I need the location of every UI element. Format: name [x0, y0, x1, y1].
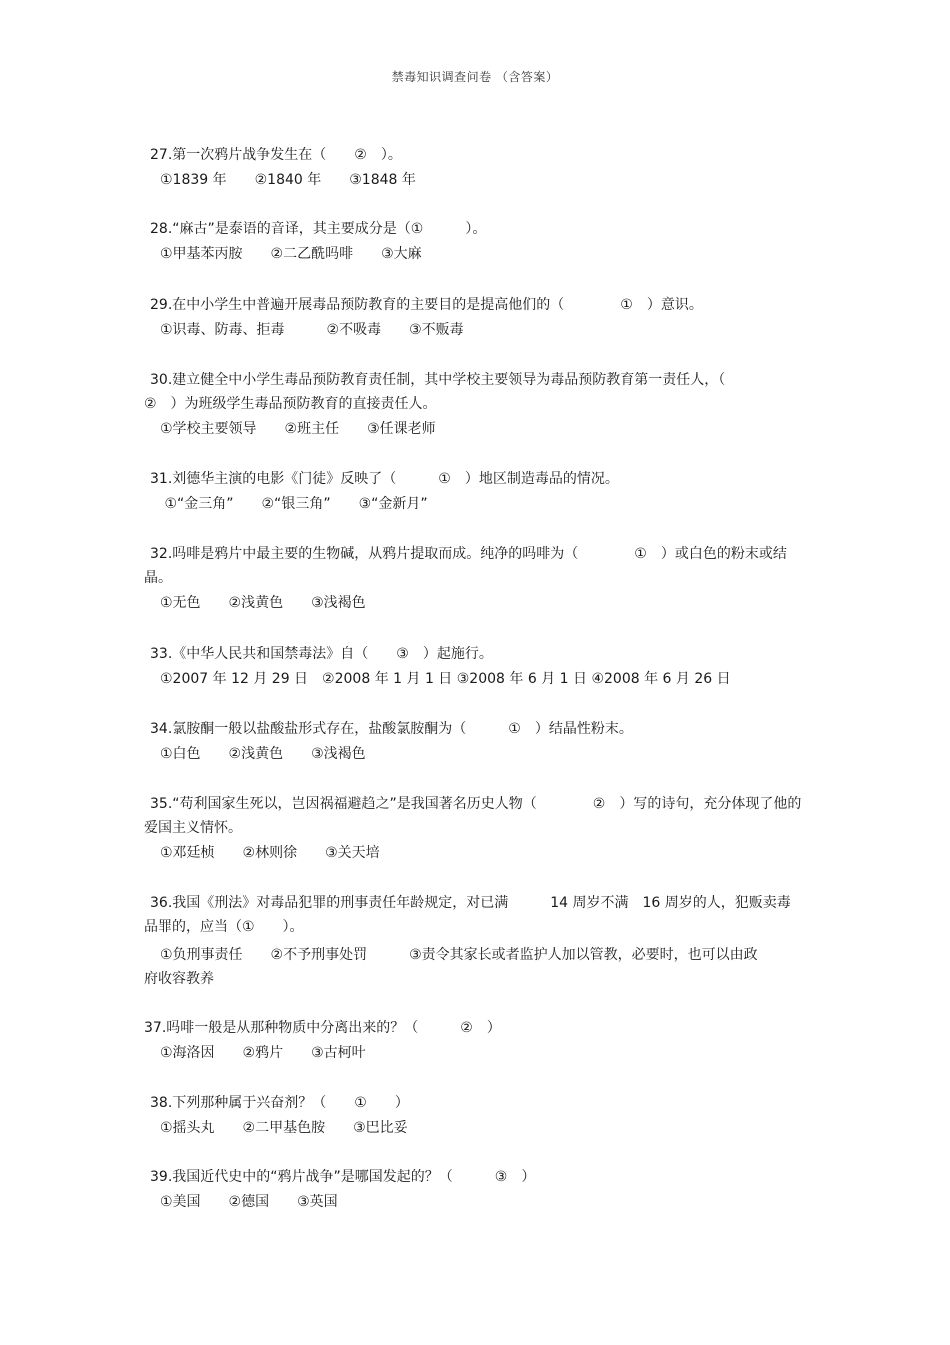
question-stem: 33.《中华人民共和国禁毒法》自（ ③ ）起施行。 [150, 646, 493, 662]
question-31 [144, 467, 804, 516]
question-29 [144, 293, 804, 342]
question-options: ①邓廷桢 ②林则徐 ③关天培 [160, 845, 380, 861]
question-stem: 39.我国近代史中的“鸦片战争”是哪国发起的？（ ③ ） [150, 1169, 536, 1185]
question-stem: 29.在中小学生中普遍开展毒品预防教育的主要目的是提高他们的（ ① ）意识。 [150, 297, 703, 313]
question-options: ①1839 年 ②1840 年 ③1848 年 [160, 172, 416, 188]
question-stem: 37.吗啡一般是从那种物质中分离出来的？（ ② ） [144, 1020, 501, 1036]
question-options: ①海洛因 ②鸦片 ③古柯叶 [160, 1045, 366, 1061]
question-stem: 31.刘德华主演的电影《门徒》反映了（ ① ）地区制造毒品的情况。 [150, 471, 619, 487]
question-stem: 32.吗啡是鸦片中最主要的生物碱，从鸦片提取而成。纯净的吗啡为（ ① ）或白色的粉末或结晶。 [144, 546, 787, 586]
question-27 [144, 143, 804, 192]
question-30 [144, 368, 740, 441]
question-options: ①学校主要领导 ②班主任 ③任课老师 [160, 421, 436, 437]
question-stem: 35.“苟利国家生死以，岂因祸福避趋之”是我国著名历史人物（ ② ）写的诗句，充分体现了他的爱国主义情怀。 [144, 796, 802, 836]
question-options: ①甲基苯丙胺 ②二乙酰吗啡 ③大麻 [160, 246, 422, 262]
question-28 [144, 217, 804, 266]
page-header: 禁毒知识调查问卷 （含答案） [391, 70, 559, 84]
question-options: ①识毒、防毒、拒毒 ②不吸毒 ③不贩毒 [160, 322, 464, 338]
question-33 [144, 642, 804, 691]
question-options: ①美国 ②德国 ③英国 [160, 1194, 338, 1210]
question-options: ①摇头丸 ②二甲基色胺 ③巴比妥 [160, 1120, 408, 1136]
question-34 [144, 717, 804, 766]
question-options: ①2007 年 12 月 29 日 ②2008 年 1 月 1 日 ③2008 年 6 月 1 日 ④2008 年 6 月 26 日 [160, 671, 731, 687]
question-stem: 30.建立健全中小学生毒品预防教育责任制，其中学校主要领导为毒品预防教育第一责任人，（ ② ）为班级学生毒品预防教育的直接责任人。 [144, 372, 740, 412]
question-options: ①白色 ②浅黄色 ③浅褐色 [160, 746, 366, 762]
question-32 [144, 542, 804, 615]
question-stem: 34.氯胺酮一般以盐酸盐形式存在，盐酸氯胺酮为（ ① ）结晶性粉末。 [150, 721, 633, 737]
question-35 [144, 792, 804, 865]
question-options: ①负刑事责任 ②不予刑事处罚 ③责令其家长或者监护人加以管教，必要时，也可以由政府收容教养 [144, 947, 758, 987]
question-36 [144, 891, 804, 991]
question-options: ①无色 ②浅黄色 ③浅褐色 [160, 595, 366, 611]
question-stem: 38.下列那种属于兴奋剂？（ ① ） [150, 1095, 409, 1111]
question-stem: 28.“麻古”是泰语的音译，其主要成分是（① ）。 [150, 221, 487, 237]
question-stem: 36.我国《刑法》对毒品犯罪的刑事责任年龄规定，对已满 14 周岁不满 16 周岁的人，犯贩卖毒品罪的，应当（① ）。 [144, 895, 791, 935]
question-39 [144, 1165, 804, 1214]
question-38 [144, 1091, 804, 1140]
question-stem: 27.第一次鸦片战争发生在（ ② ）。 [150, 147, 402, 163]
question-options: ①“金三角” ②“银三角” ③“金新月” [160, 496, 428, 512]
question-37 [144, 1016, 804, 1065]
